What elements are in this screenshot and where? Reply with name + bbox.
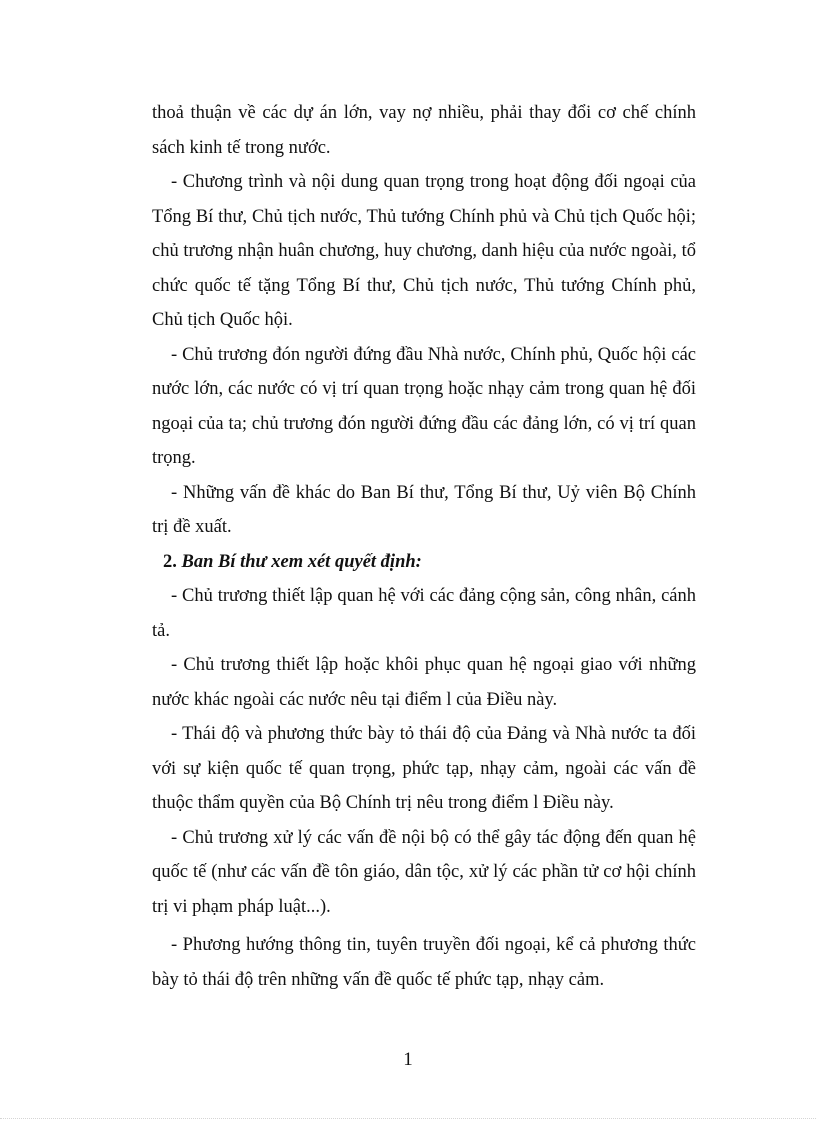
paragraph-continuation: thoả thuận về các dự án lớn, vay nợ nhiều, phải thay đổi cơ chế chính sách kinh tế trong nước. bbox=[152, 103, 696, 158]
paragraph-attitude-expression: - Thái độ và phương thức bày tỏ thái độ của Đảng và Nhà nước ta đối với sự kiện quốc tế quan trọng, phức tạp, nhạy cảm, ngoài các vấn đề thuộc thẩm quyền của Bộ Chính trị nêu trong điểm l Điều này. bbox=[152, 724, 696, 813]
paragraph-welcoming-leaders: - Chủ trương đón người đứng đầu Nhà nước, Chính phủ, Quốc hội các nước lớn, các nước có vị trí quan trọng hoặc nhạy cảm trong quan hệ đối ngoại của ta; chủ trương đón người đứng đầu các đảng lớn, có vị trí quan trọng. bbox=[152, 344, 696, 468]
page-bottom-divider bbox=[0, 1118, 816, 1119]
page-number: 1 bbox=[403, 1049, 413, 1070]
paragraph-information-direction: - Phương hướng thông tin, tuyên truyền đối ngoại, kể cả phương thức bày tỏ thái độ trên những vấn đề quốc tế phức tạp, nhạy cảm. bbox=[152, 935, 696, 990]
section-heading bbox=[152, 545, 696, 580]
document-body bbox=[152, 96, 696, 997]
paragraph-other-issues: - Những vấn đề khác do Ban Bí thư, Tổng Bí thư, Uỷ viên Bộ Chính trị đề xuất. bbox=[152, 482, 696, 537]
section-title: Ban Bí thư xem xét quyết định: bbox=[181, 551, 422, 572]
paragraph-diplomatic-relations: - Chủ trương thiết lập hoặc khôi phục quan hệ ngoại giao với những nước khác ngoài các nước nêu tại điểm l của Điều này. bbox=[152, 655, 696, 710]
paragraph-foreign-affairs-program: - Chương trình và nội dung quan trọng trong hoạt động đối ngoại của Tổng Bí thư, Chủ tịch nước, Thủ tướng Chính phủ và Chủ tịch Quốc hội; chủ trương nhận huân chương, huy chương, danh hiệu của nước ngoài, tổ chức quốc tế tặng Tổng Bí thư, Chủ tịch nước, Thủ tướng Chính phủ, Chủ tịch Quốc hội. bbox=[152, 172, 696, 330]
paragraph-internal-issues: - Chủ trương xử lý các vấn đề nội bộ có thể gây tác động đến quan hệ quốc tế (như các vấn đề tôn giáo, dân tộc, xử lý các phần tử cơ hội chính trị vi phạm pháp luật...). bbox=[152, 827, 696, 917]
section-number: 2. bbox=[163, 551, 177, 572]
paragraph-party-relations: - Chủ trương thiết lập quan hệ với các đảng cộng sản, công nhân, cánh tả. bbox=[152, 586, 696, 641]
